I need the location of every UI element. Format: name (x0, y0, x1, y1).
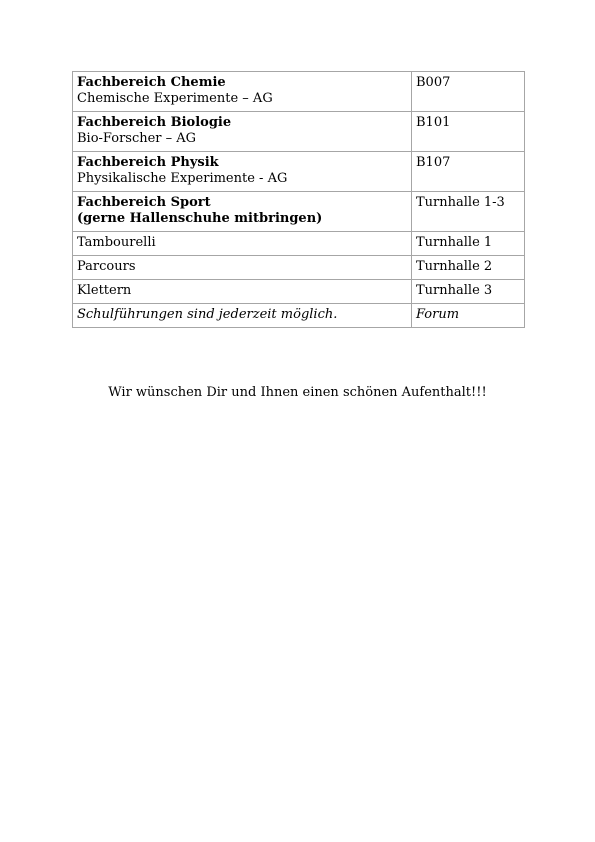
department-title: Fachbereich Biologie (77, 115, 232, 130)
department-subtitle: Bio-Forscher – AG (77, 131, 197, 146)
table-row (73, 192, 525, 232)
table-row (73, 152, 525, 192)
department-subtitle: (gerne Hallenschuhe mitbringen) (77, 211, 323, 226)
table-row (73, 112, 525, 152)
room-cell: Turnhalle 2 (412, 256, 525, 280)
room-cell: Turnhalle 1 (412, 232, 525, 256)
department-title: Fachbereich Sport (77, 195, 211, 210)
table-row (73, 256, 525, 280)
department-title: Fachbereich Physik (77, 155, 219, 170)
closing-message: Wir wünschen Dir und Ihnen einen schönen Aufenthalt!!! (108, 385, 487, 400)
tour-note-cell: Schulführungen sind jederzeit möglich. (73, 304, 412, 328)
room-cell: B101 (412, 112, 525, 152)
department-cell (73, 152, 412, 192)
department-cell (73, 72, 412, 112)
table-row (73, 304, 525, 328)
department-title: Fachbereich Chemie (77, 75, 226, 90)
table-row (73, 72, 525, 112)
room-cell: B107 (412, 152, 525, 192)
room-schedule-table (72, 71, 525, 328)
activity-cell: Parcours (73, 256, 412, 280)
department-subtitle: Physikalische Experimente - AG (77, 171, 288, 186)
activity-cell: Tambourelli (73, 232, 412, 256)
department-subtitle: Chemische Experimente – AG (77, 91, 273, 106)
room-cell: Turnhalle 1-3 (412, 192, 525, 232)
room-cell: Turnhalle 3 (412, 280, 525, 304)
table-row (73, 232, 525, 256)
department-cell (73, 112, 412, 152)
department-cell (73, 192, 412, 232)
table-row (73, 280, 525, 304)
room-cell: Forum (412, 304, 525, 328)
activity-cell: Klettern (73, 280, 412, 304)
room-cell: B007 (412, 72, 525, 112)
